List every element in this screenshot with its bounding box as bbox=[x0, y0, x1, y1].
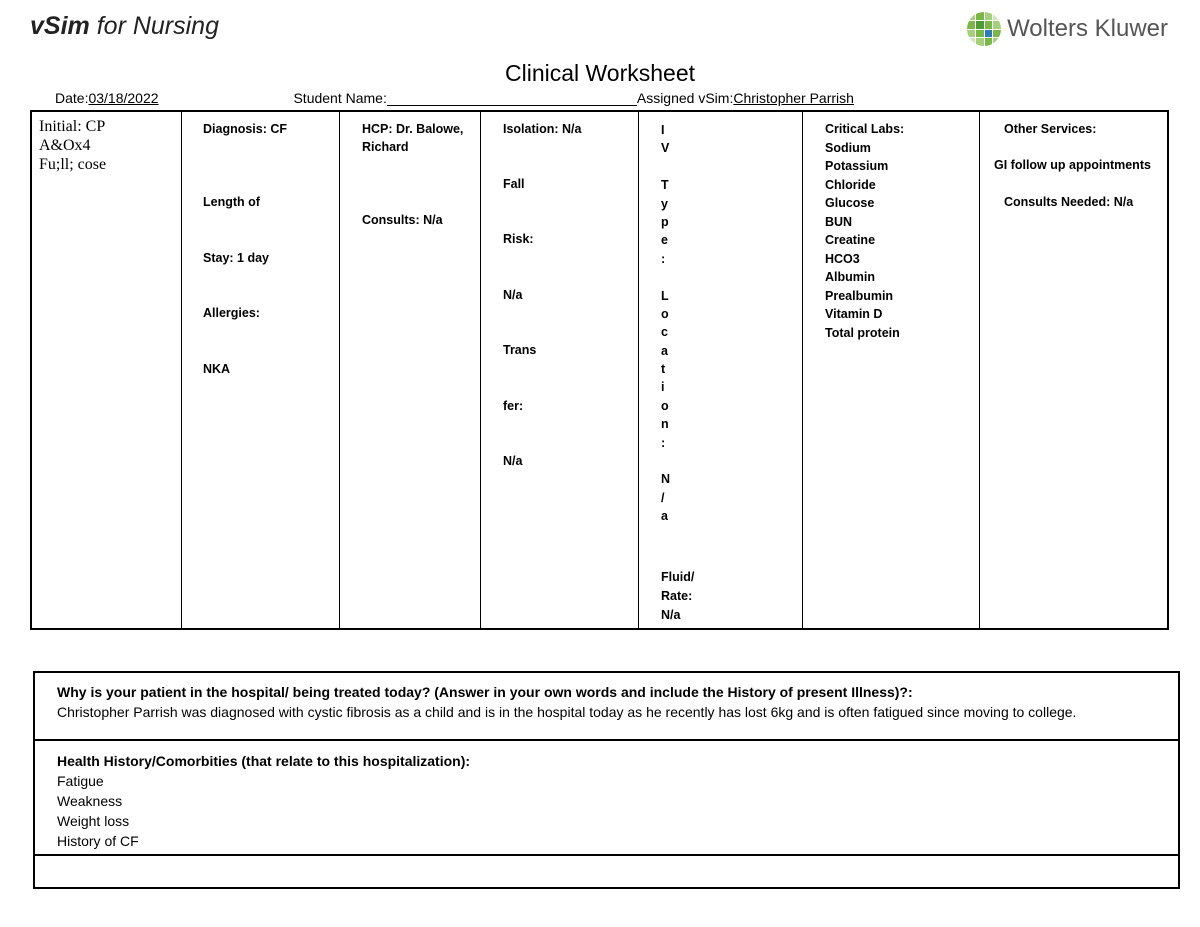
length-of-text: Length of bbox=[203, 195, 260, 209]
fluid-text: Fluid/ bbox=[661, 570, 695, 584]
iv-letter bbox=[661, 268, 675, 286]
hcp-text: HCP: Dr. Balowe, bbox=[362, 122, 464, 136]
other-services-column bbox=[980, 112, 1167, 628]
reason-box bbox=[33, 671, 1180, 741]
history-item: Fatigue bbox=[57, 773, 104, 789]
wolters-kluwer-logo bbox=[967, 12, 1168, 46]
iv-letter: e bbox=[661, 233, 668, 248]
transfer-value: N/a bbox=[503, 454, 523, 468]
iv-letter: a bbox=[661, 343, 668, 358]
iv-letter: o bbox=[661, 398, 669, 413]
hcp-name: Richard bbox=[362, 140, 409, 154]
iv-letter bbox=[661, 452, 675, 470]
lab-item: Creatine bbox=[825, 233, 876, 247]
lab-item: Total protein bbox=[825, 325, 900, 340]
iv-letter: a bbox=[661, 509, 668, 524]
assigned-vsim-label: Assigned vSim: bbox=[636, 90, 734, 106]
worksheet-grid bbox=[30, 110, 1169, 630]
assigned-vsim-value: Christopher Parrish bbox=[733, 90, 854, 106]
iv-letter: T bbox=[661, 178, 669, 193]
initial-line: Initial: CP bbox=[39, 118, 106, 135]
iv-letter bbox=[661, 158, 675, 176]
rate-text: Rate: bbox=[661, 589, 693, 603]
risk-value: N/a bbox=[503, 288, 523, 302]
iv-letter: : bbox=[661, 435, 666, 450]
iv-letter: N bbox=[661, 472, 671, 487]
other-services-title: Other Services: bbox=[1004, 122, 1097, 136]
reason-question: Why is your patient in the hospital/ being treated today? (Answer in your own words and include the History of present Illness)?: bbox=[57, 684, 913, 700]
date-value: 03/18/2022 bbox=[88, 90, 159, 106]
iv-letter: c bbox=[661, 325, 668, 340]
orientation-line: A&Ox4 bbox=[39, 137, 91, 154]
lab-item: Potassium bbox=[825, 159, 889, 173]
lab-item: BUN bbox=[825, 214, 853, 229]
hcp-column bbox=[340, 112, 481, 628]
lab-item: Glucose bbox=[825, 196, 875, 210]
risk-text: Risk: bbox=[503, 232, 534, 246]
rate-value: N/a bbox=[661, 608, 681, 622]
vsim-suffix: for Nursing bbox=[96, 12, 219, 40]
diagnosis-text: Diagnosis: CF bbox=[203, 122, 288, 136]
stay-text: Stay: 1 day bbox=[203, 251, 270, 265]
iv-letter: y bbox=[661, 196, 668, 211]
health-history-title: Health History/Comorbities (that relate to this hospitalization): bbox=[57, 753, 471, 769]
iv-letter: t bbox=[661, 362, 666, 377]
wolters-kluwer-name: Wolters Kluwer bbox=[1007, 15, 1168, 42]
initial-column bbox=[32, 112, 182, 628]
date-label: Date: bbox=[55, 90, 89, 106]
iv-letter: i bbox=[661, 380, 665, 395]
lab-item: HCO3 bbox=[825, 251, 860, 266]
page-title: Clinical Worksheet bbox=[504, 60, 696, 86]
iv-type-location-vertical bbox=[661, 121, 675, 526]
fer-text: fer: bbox=[503, 399, 524, 413]
gi-followup-text: GI follow up appointments bbox=[994, 158, 1151, 172]
lab-item: Chloride bbox=[825, 177, 876, 192]
iv-letter: / bbox=[661, 490, 665, 505]
labs-title: Critical Labs: bbox=[825, 122, 905, 136]
iv-column bbox=[639, 112, 803, 628]
labs-column bbox=[803, 112, 980, 628]
lab-item: Prealbumin bbox=[825, 288, 894, 303]
student-name-label: Student Name: bbox=[293, 90, 387, 106]
iv-letter: : bbox=[661, 251, 666, 266]
iv-letter: n bbox=[661, 417, 669, 432]
history-item: Weight loss bbox=[57, 813, 130, 829]
history-item: History of CF bbox=[57, 833, 139, 849]
health-history-box bbox=[33, 739, 1180, 856]
allergies-value: NKA bbox=[203, 362, 231, 376]
history-item: Weakness bbox=[57, 793, 123, 809]
fall-text: Fall bbox=[503, 177, 525, 191]
lab-item: Sodium bbox=[825, 140, 871, 155]
isolation-text: Isolation: N/a bbox=[503, 122, 582, 136]
iv-letter: o bbox=[661, 306, 669, 321]
reason-answer: Christopher Parrish was diagnosed with cystic fibrosis as a child and is in the hospital today as he recently has lost 6kg and is often fatigued since moving to college. bbox=[57, 704, 1077, 720]
empty-box bbox=[33, 854, 1180, 889]
iv-letter: p bbox=[661, 214, 669, 229]
info-line bbox=[55, 90, 973, 106]
lab-item: Vitamin D bbox=[825, 307, 883, 321]
consults-needed-text: Consults Needed: N/a bbox=[1004, 195, 1134, 209]
code-status-line: Fu;ll; cose bbox=[39, 156, 107, 173]
allergies-label: Allergies: bbox=[203, 306, 260, 320]
vsim-brand: vSim bbox=[30, 12, 90, 40]
labs-list bbox=[825, 139, 971, 343]
lab-item: Albumin bbox=[825, 270, 875, 284]
iv-letter: I bbox=[661, 123, 665, 137]
isolation-column bbox=[481, 112, 639, 628]
trans-text: Trans bbox=[503, 343, 537, 357]
iv-letter: L bbox=[661, 288, 669, 303]
vsim-logo bbox=[30, 12, 219, 41]
consults-text: Consults: N/a bbox=[362, 213, 443, 227]
wolters-kluwer-icon bbox=[967, 12, 1001, 46]
student-name-value bbox=[387, 91, 637, 106]
diagnosis-column bbox=[182, 112, 340, 628]
iv-letter: V bbox=[661, 141, 670, 156]
